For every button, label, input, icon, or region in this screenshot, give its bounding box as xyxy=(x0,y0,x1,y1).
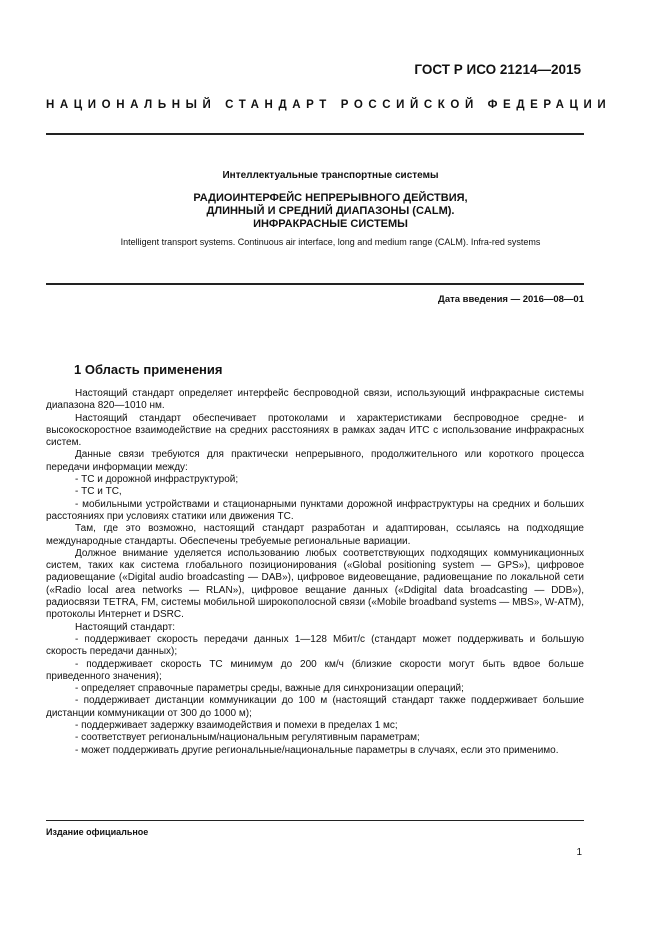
title-line-3: ИНФРАКРАСНЫЕ СИСТЕМЫ xyxy=(253,218,408,230)
national-standard-heading: НАЦИОНАЛЬНЫЙ СТАНДАРТ РОССИЙСКОЙ ФЕДЕРАЦИИ xyxy=(46,99,612,111)
title-subtitle: Интеллектуальные транспортные системы xyxy=(222,170,439,181)
list-item: - ТС и ТС, xyxy=(75,486,122,498)
title-divider xyxy=(46,283,584,285)
edition-note: Издание официальное xyxy=(46,827,149,837)
list-item: - ТС и дорожной инфраструктурой; xyxy=(75,474,239,486)
page-number: 1 xyxy=(576,847,582,858)
list-item: - поддерживает скорость передачи данных 1—128 Мбит/с (стандарт может поддерживать и большую скорость передачи данных); xyxy=(46,633,584,658)
body-text xyxy=(46,388,584,757)
list-item: - поддерживает дистанции коммуникации до 100 м (настоящий стандарт также поддерживает большие дистанции коммуникации от 300 до 1000 м); xyxy=(46,695,584,719)
paragraph: Настоящий стандарт: xyxy=(75,621,176,633)
paragraph: Там, где это возможно, настоящий стандарт разработан и адаптирован, ссылаясь на подходящие международные стандарты. Обеспечены требуемые региональные вариации. xyxy=(46,523,584,547)
header-divider xyxy=(46,133,584,135)
title-main xyxy=(0,192,661,231)
title-line-2: ДЛИННЫЙ И СРЕДНИЙ ДИАПАЗОНЫ (CALM). xyxy=(206,205,455,217)
list-item: - поддерживает скорость ТС минимум до 200 км/ч (близкие скорости могут быть вдвое больше приведенного значения); xyxy=(46,658,584,682)
effective-date: Дата введения — 2016—08—01 xyxy=(438,294,584,305)
list-item: - поддерживает задержку взаимодействия и помехи в пределах 1 мс; xyxy=(75,720,398,732)
paragraph: Настоящий стандарт определяет интерфейс беспроводной связи, использующий инфракрасные системы диапазона 820—1010 нм. xyxy=(46,388,584,412)
section-title: 1 Область применения xyxy=(74,362,223,377)
title-english: Intelligent transport systems. Continuous air interface, long and medium range (CALM). Infra-red systems xyxy=(120,237,541,247)
list-item: - определяет справочные параметры среды, важные для синхронизации операций; xyxy=(75,683,464,695)
title-line-1: РАДИОИНТЕРФЕЙС НЕПРЕРЫВНОГО ДЕЙСТВИЯ, xyxy=(193,192,468,204)
list-item: - может поддерживать другие региональные/национальные параметры в случаях, если это применимо. xyxy=(75,744,559,756)
list-item: - соответствует региональным/национальным регулятивным параметрам; xyxy=(75,732,420,744)
footer-divider xyxy=(46,820,584,821)
document-designation: ГОСТ Р ИСО 21214—2015 xyxy=(414,62,581,77)
list-item: - мобильными устройствами и стационарными пунктами дорожной инфраструктуры на средних и больших расстояниях при условиях статики или движения ТС. xyxy=(46,498,584,522)
paragraph: Данные связи требуются для практически непрерывного, продолжительного или короткого процесса передачи информации между: xyxy=(46,449,584,473)
paragraph: Должное внимание уделяется использованию любых соответствующих подходящих коммуникационных систем, таких как система глобального позиционирования («Global positioning system — GPS»), цифровое радиовещание («Digital audio broadcasting — DAB»), цифровое видеовещание, радиовещание по локальной сети («Radio local area networks — RLAN»), цифровое вещание данных («Ddigital data broadcasting — DDB»), радиосвязи TETRA, FM, системы мобильной широкополосной связи («Mobile broadband systems — MBS», W-ATM), протоколы Интернет и DSRC. xyxy=(46,547,584,621)
paragraph: Настоящий стандарт обеспечивает протоколами и характеристиками беспроводное средне- и высокоскоростное взаимодействие на средних расстояниях в рамках задач ИТС с использование инфракрасных систем. xyxy=(46,412,584,449)
